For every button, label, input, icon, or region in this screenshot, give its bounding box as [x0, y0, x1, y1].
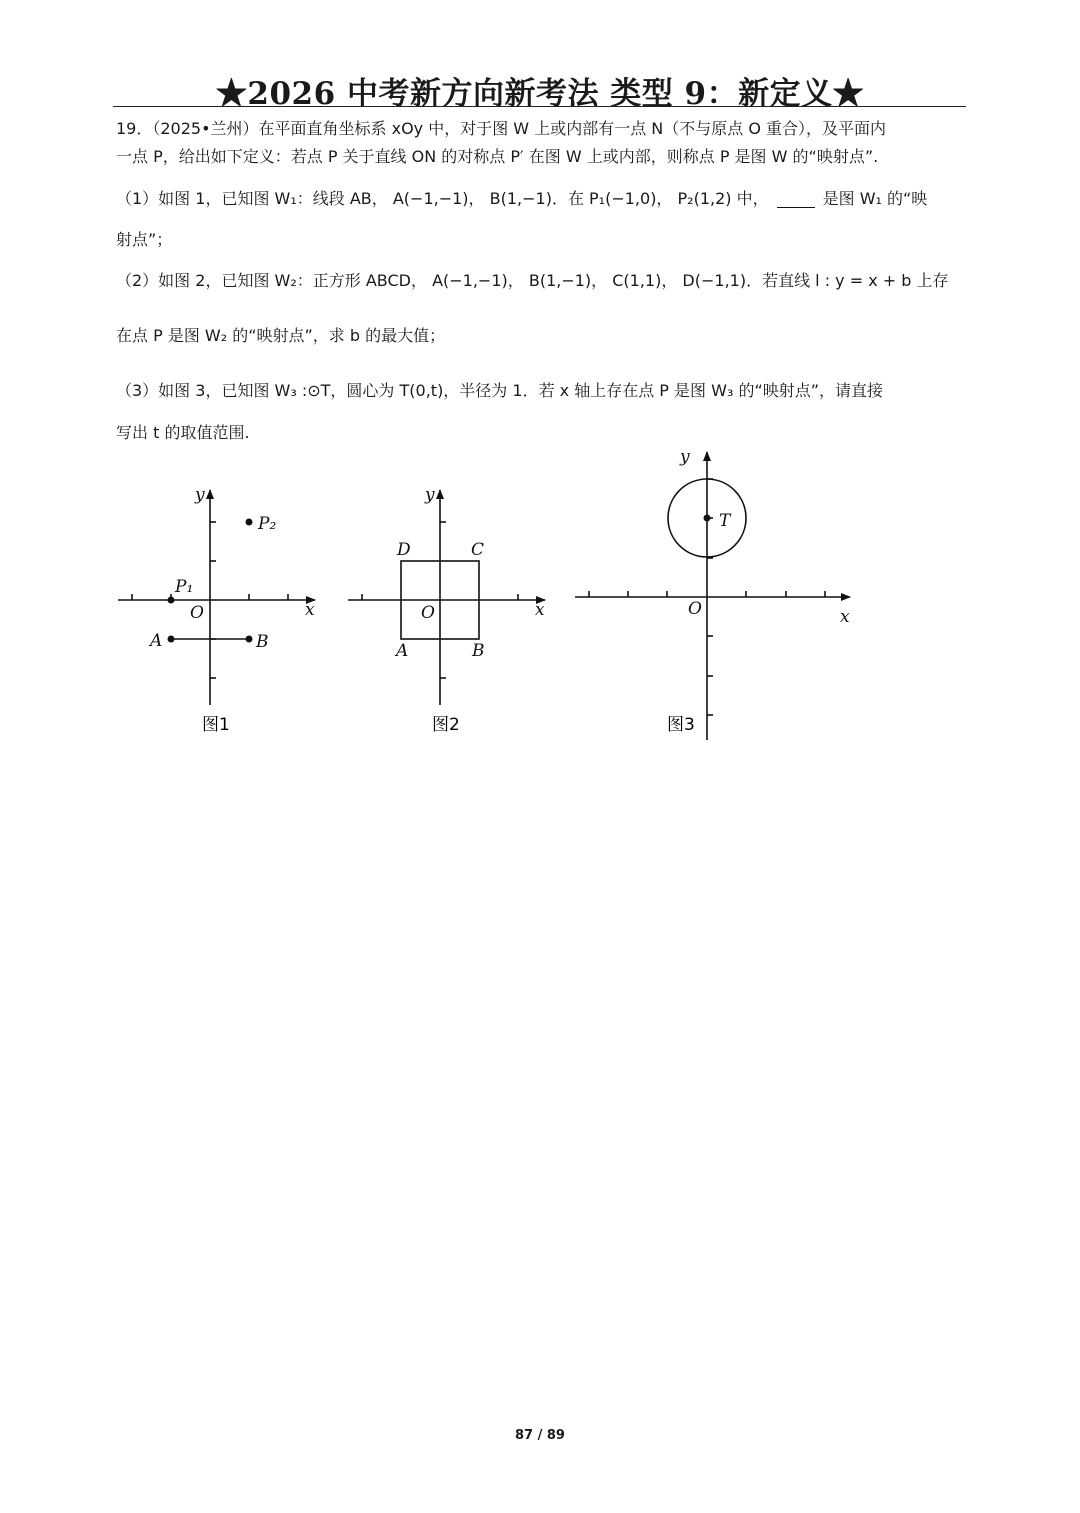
fig2-caption: 图2 — [432, 715, 460, 735]
fig2-d-label: D — [397, 540, 411, 560]
fig3-x-label: x — [840, 607, 850, 627]
problem-intro-line2: 一点 P，给出如下定义：若点 P 关于直线 ON 的对称点 P′ 在图 W 上或内部，则称点 P 是图 W 的“映射点”. — [116, 147, 879, 166]
fig2-y-label: y — [425, 485, 435, 505]
fig2-origin-label: O — [421, 603, 435, 623]
page-number: 87 / 89 — [515, 1428, 565, 1443]
fig1-p1-label: P₁ — [175, 577, 194, 597]
problem-intro-line1: 19．（2025•兰州）在平面直角坐标系 xOy 中，对于图 W 上或内部有一点 N（不与原点 O 重合），及平面内 — [116, 119, 887, 138]
fig3-center-label: T — [719, 511, 731, 531]
part1-line2: 射点”； — [116, 230, 173, 249]
page-title: ★2026 中考新方向新考法 类型 9：新定义★ — [215, 76, 865, 112]
fig3-caption: 图3 — [667, 715, 695, 735]
part3-line1: （3）如图 3，已知图 W₃ :⊙T，圆心为 T(0,t)，半径为 1．若 x 轴上存在点 P 是图 W₃ 的“映射点”，请直接 — [116, 381, 884, 400]
fig2-b-label: B — [472, 641, 485, 661]
fig2-c-label: C — [471, 540, 485, 560]
fig1-point-a — [168, 636, 175, 643]
figure-1 — [118, 490, 315, 705]
fig1-p2-label: P₂ — [258, 514, 277, 534]
fig1-b-label: B — [256, 632, 269, 652]
fig1-y-label: y — [195, 485, 205, 505]
figure-2 — [348, 490, 545, 705]
fig1-origin-label: O — [190, 603, 204, 623]
fig3-y-label: y — [680, 447, 690, 467]
fig1-point-p1 — [168, 597, 175, 604]
part1-text-a: （1）如图 1，已知图 W₁：线段 AB， A(−1,−1)， B(1,−1)．在 P₁(−1,0)， P₂(1,2) 中， — [116, 189, 769, 208]
fig2-x-label: x — [535, 600, 545, 620]
part1-text-b: 是图 W₁ 的“映 — [822, 189, 928, 208]
fig1-a-label: A — [150, 631, 163, 651]
fig3-origin-label: O — [688, 599, 702, 619]
fig3-center-point — [704, 515, 711, 522]
fig1-x-label: x — [305, 600, 315, 620]
part2-line2: 在点 P 是图 W₂ 的“映射点”，求 b 的最大值； — [116, 326, 446, 345]
part3-line2: 写出 t 的取值范围. — [116, 423, 250, 442]
fig2-a-label: A — [396, 641, 409, 661]
fig1-point-b — [246, 636, 253, 643]
fig1-caption: 图1 — [202, 715, 230, 735]
figure-3 — [575, 452, 850, 740]
fig1-point-p2 — [246, 519, 253, 526]
part2-line1: （2）如图 2，已知图 W₂：正方形 ABCD， A(−1,−1)， B(1,−1)， C(1,1)， D(−1,1)．若直线 l : y = x + b 上存 — [116, 271, 949, 290]
